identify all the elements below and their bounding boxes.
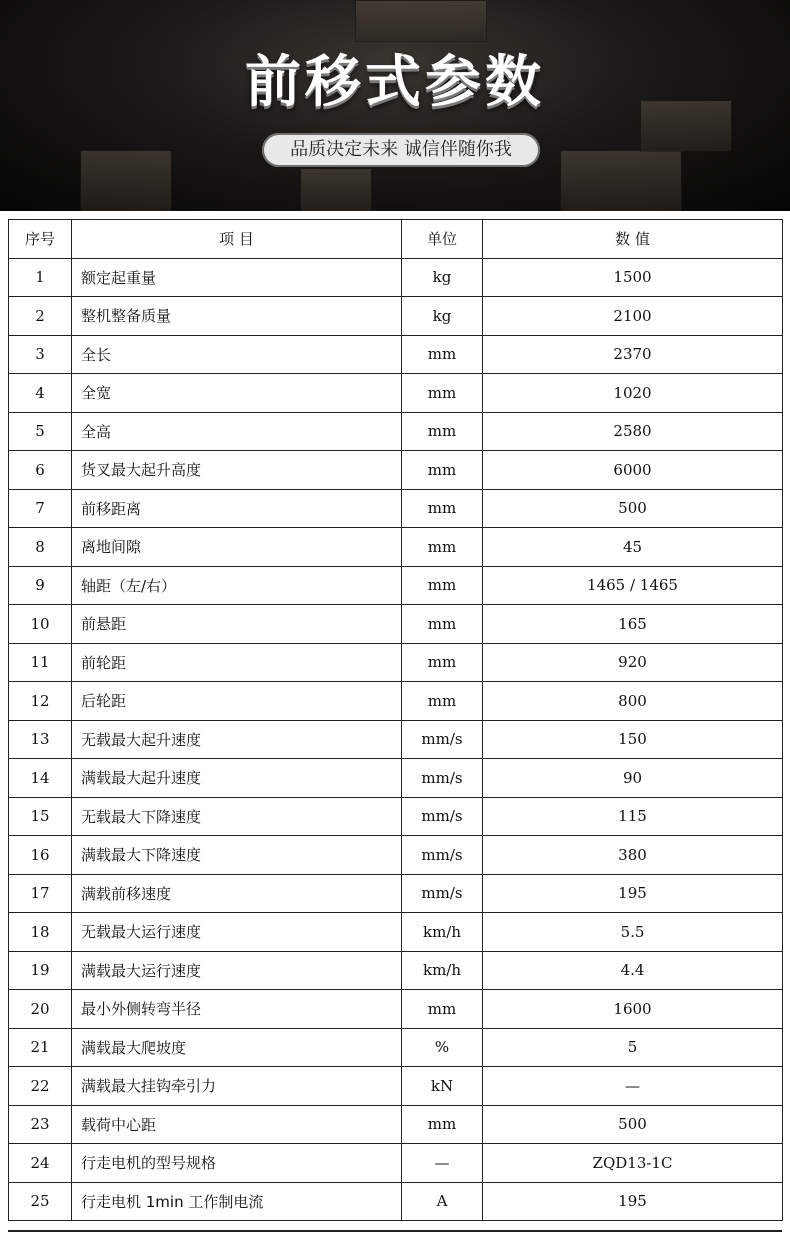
cell-no: 25 xyxy=(9,1182,72,1221)
cell-no: 5 xyxy=(9,412,72,451)
cell-no: 16 xyxy=(9,836,72,875)
cell-item: 满载最大下降速度 xyxy=(72,836,402,875)
header-value: 数 值 xyxy=(483,220,783,259)
cell-value: 5 xyxy=(483,1028,783,1067)
cell-item: 后轮距 xyxy=(72,682,402,721)
cell-unit: mm/s xyxy=(402,759,483,798)
cell-no: 17 xyxy=(9,874,72,913)
cell-value: 4.4 xyxy=(483,951,783,990)
table-row xyxy=(9,412,783,451)
cell-item: 前轮距 xyxy=(72,643,402,682)
cell-no: 18 xyxy=(9,913,72,952)
cell-value: 380 xyxy=(483,836,783,875)
cell-value: 165 xyxy=(483,605,783,644)
table-row xyxy=(9,990,783,1029)
header-unit: 单位 xyxy=(402,220,483,259)
table-row xyxy=(9,913,783,952)
table-row xyxy=(9,258,783,297)
cell-value: 115 xyxy=(483,797,783,836)
table-row xyxy=(9,605,783,644)
cell-item: 离地间隙 xyxy=(72,528,402,567)
cell-item: 前悬距 xyxy=(72,605,402,644)
table-header-row xyxy=(9,220,783,259)
cell-no: 7 xyxy=(9,489,72,528)
cell-unit: mm/s xyxy=(402,836,483,875)
table-bottom-rule xyxy=(8,1230,782,1232)
table-row xyxy=(9,335,783,374)
table-row xyxy=(9,643,783,682)
cell-unit: mm/s xyxy=(402,797,483,836)
header-no: 序号 xyxy=(9,220,72,259)
cell-item: 满载最大起升速度 xyxy=(72,759,402,798)
cell-value: 90 xyxy=(483,759,783,798)
table-row xyxy=(9,720,783,759)
cell-unit: mm xyxy=(402,451,483,490)
cell-item: 额定起重量 xyxy=(72,258,402,297)
cell-value: 195 xyxy=(483,874,783,913)
table-row xyxy=(9,374,783,413)
table-row xyxy=(9,836,783,875)
cell-no: 10 xyxy=(9,605,72,644)
table-row xyxy=(9,951,783,990)
cell-no: 14 xyxy=(9,759,72,798)
cell-value: 500 xyxy=(483,489,783,528)
cell-unit: A xyxy=(402,1182,483,1221)
header-banner xyxy=(0,0,790,211)
cell-item: 货叉最大起升高度 xyxy=(72,451,402,490)
cell-unit: mm/s xyxy=(402,720,483,759)
cell-value: ZQD13-1C xyxy=(483,1144,783,1183)
cell-no: 19 xyxy=(9,951,72,990)
cell-value: 1500 xyxy=(483,258,783,297)
cell-item: 无载最大起升速度 xyxy=(72,720,402,759)
cell-unit: kg xyxy=(402,297,483,336)
cell-item: 满载最大运行速度 xyxy=(72,951,402,990)
cell-unit: % xyxy=(402,1028,483,1067)
cell-no: 22 xyxy=(9,1067,72,1106)
table-row xyxy=(9,451,783,490)
cell-unit: mm xyxy=(402,682,483,721)
header-item: 项 目 xyxy=(72,220,402,259)
cell-unit: mm xyxy=(402,605,483,644)
cell-no: 21 xyxy=(9,1028,72,1067)
cell-unit: mm/s xyxy=(402,874,483,913)
cell-value: 1465 / 1465 xyxy=(483,566,783,605)
cell-no: 6 xyxy=(9,451,72,490)
cell-item: 前移距离 xyxy=(72,489,402,528)
cell-value: 2370 xyxy=(483,335,783,374)
cell-value: 150 xyxy=(483,720,783,759)
slogan-badge: 品质决定未来 诚信伴随你我 xyxy=(262,133,540,167)
table-row xyxy=(9,566,783,605)
cell-unit: km/h xyxy=(402,951,483,990)
cell-unit: — xyxy=(402,1144,483,1183)
cell-no: 13 xyxy=(9,720,72,759)
cell-unit: mm xyxy=(402,489,483,528)
cell-no: 23 xyxy=(9,1105,72,1144)
cell-no: 1 xyxy=(9,258,72,297)
cell-unit: kN xyxy=(402,1067,483,1106)
cell-item: 载荷中心距 xyxy=(72,1105,402,1144)
cell-value: 195 xyxy=(483,1182,783,1221)
table-row xyxy=(9,1028,783,1067)
cell-unit: mm xyxy=(402,643,483,682)
table-row xyxy=(9,489,783,528)
table-row xyxy=(9,797,783,836)
cell-item: 全长 xyxy=(72,335,402,374)
cell-item: 行走电机的型号规格 xyxy=(72,1144,402,1183)
cell-value: 1020 xyxy=(483,374,783,413)
cell-unit: mm xyxy=(402,335,483,374)
cell-value: — xyxy=(483,1067,783,1106)
cell-item: 满载最大爬坡度 xyxy=(72,1028,402,1067)
table-row xyxy=(9,682,783,721)
cell-item: 整机整备质量 xyxy=(72,297,402,336)
cell-unit: mm xyxy=(402,412,483,451)
cell-unit: km/h xyxy=(402,913,483,952)
table-row xyxy=(9,1105,783,1144)
table-row xyxy=(9,759,783,798)
spec-table-container xyxy=(8,219,782,1221)
table-row xyxy=(9,874,783,913)
cell-unit: mm xyxy=(402,566,483,605)
cell-item: 轴距（左/右） xyxy=(72,566,402,605)
cell-item: 行走电机 1min 工作制电流 xyxy=(72,1182,402,1221)
cell-unit: mm xyxy=(402,1105,483,1144)
spec-table xyxy=(8,219,783,1221)
page-title: 前移式参数 xyxy=(245,50,545,115)
cell-value: 45 xyxy=(483,528,783,567)
cell-no: 11 xyxy=(9,643,72,682)
cell-item: 全宽 xyxy=(72,374,402,413)
cell-value: 5.5 xyxy=(483,913,783,952)
table-row xyxy=(9,297,783,336)
cell-no: 4 xyxy=(9,374,72,413)
cell-unit: mm xyxy=(402,990,483,1029)
cell-no: 12 xyxy=(9,682,72,721)
cell-unit: mm xyxy=(402,374,483,413)
cell-value: 2580 xyxy=(483,412,783,451)
cell-value: 6000 xyxy=(483,451,783,490)
cell-item: 最小外侧转弯半径 xyxy=(72,990,402,1029)
cell-value: 800 xyxy=(483,682,783,721)
cell-item: 无载最大下降速度 xyxy=(72,797,402,836)
table-row xyxy=(9,528,783,567)
cell-value: 1600 xyxy=(483,990,783,1029)
table-row xyxy=(9,1067,783,1106)
cell-no: 24 xyxy=(9,1144,72,1183)
cell-no: 8 xyxy=(9,528,72,567)
cell-no: 2 xyxy=(9,297,72,336)
cell-unit: mm xyxy=(402,528,483,567)
cell-no: 15 xyxy=(9,797,72,836)
cell-item: 无载最大运行速度 xyxy=(72,913,402,952)
table-row xyxy=(9,1182,783,1221)
cell-no: 3 xyxy=(9,335,72,374)
cell-item: 满载最大挂钩牵引力 xyxy=(72,1067,402,1106)
cell-item: 全高 xyxy=(72,412,402,451)
cell-value: 2100 xyxy=(483,297,783,336)
cell-no: 9 xyxy=(9,566,72,605)
cell-item: 满载前移速度 xyxy=(72,874,402,913)
cell-value: 920 xyxy=(483,643,783,682)
table-row xyxy=(9,1144,783,1183)
cell-unit: kg xyxy=(402,258,483,297)
cell-no: 20 xyxy=(9,990,72,1029)
cell-value: 500 xyxy=(483,1105,783,1144)
